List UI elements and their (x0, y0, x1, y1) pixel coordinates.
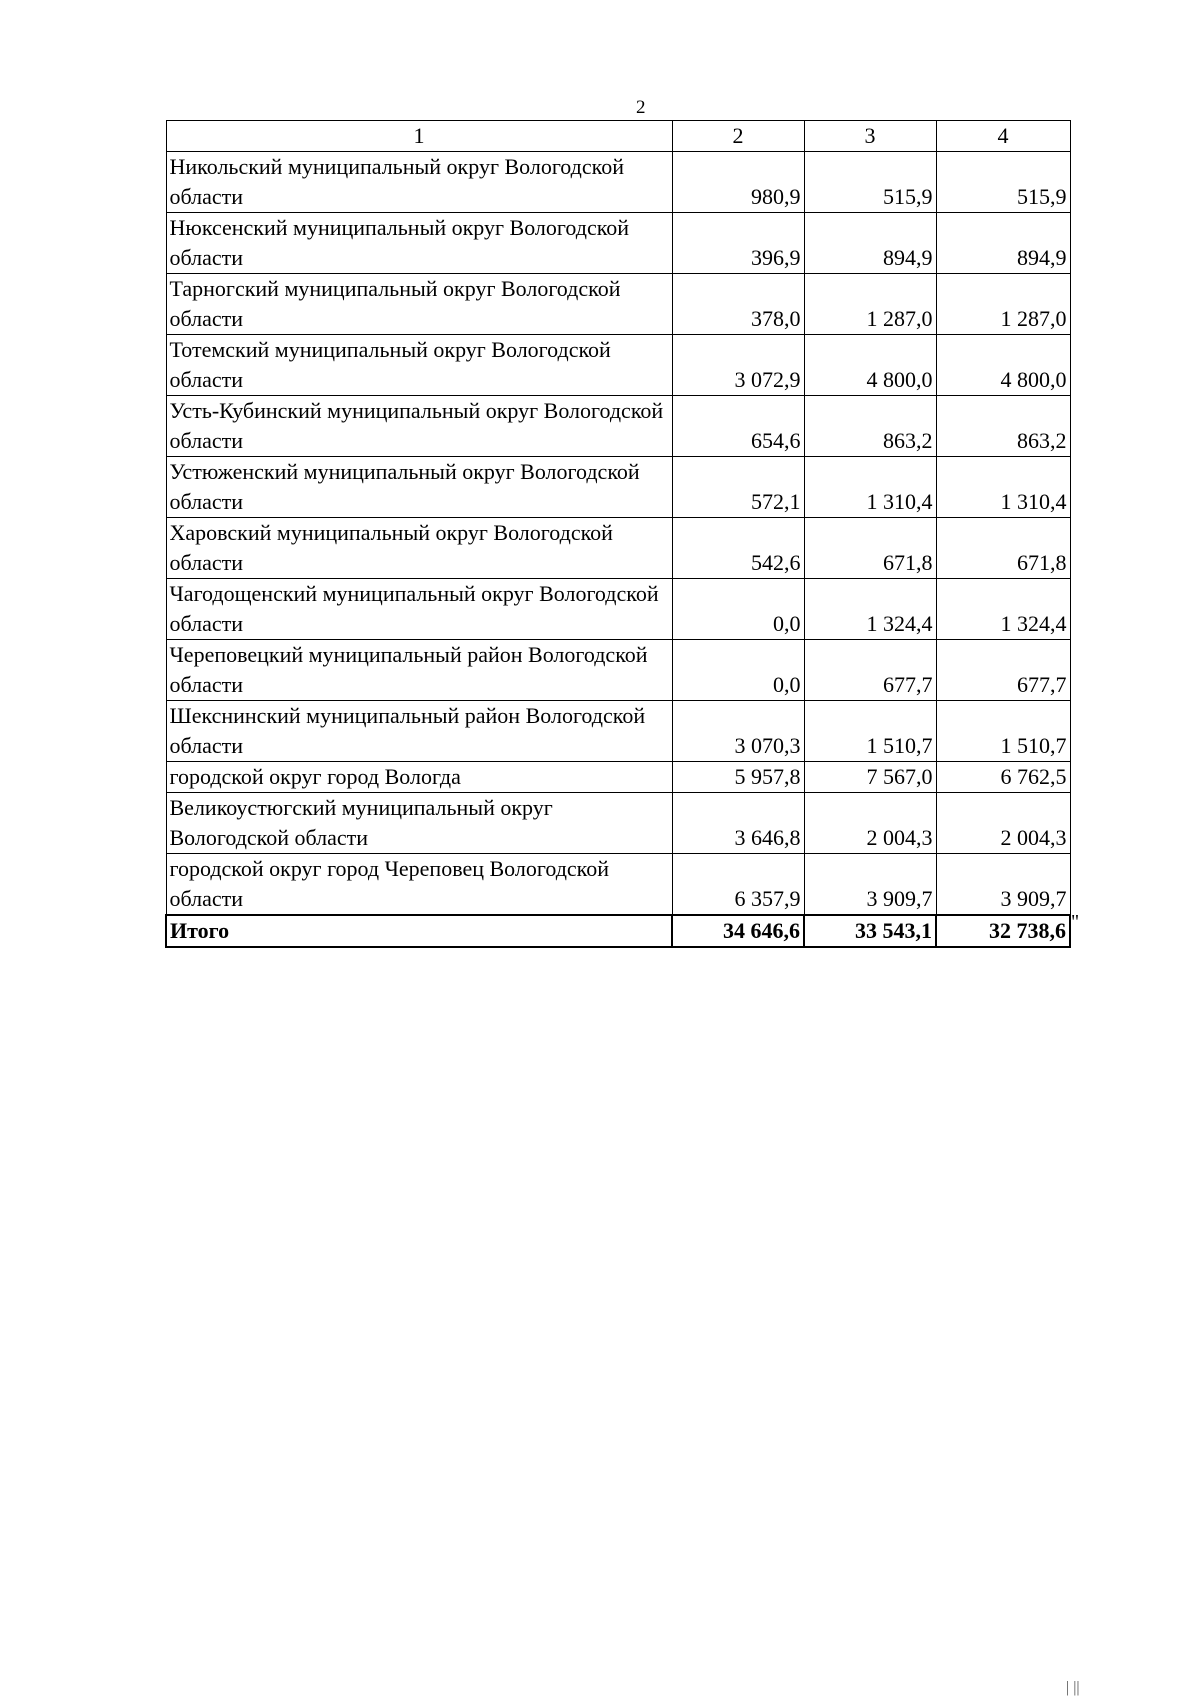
row-value-col3: 3 909,7 (804, 854, 936, 916)
row-value-col2: 3 072,9 (672, 335, 804, 396)
row-value-col2: 542,6 (672, 518, 804, 579)
row-name: Тарногский муниципальный округ Вологодской области (166, 274, 672, 335)
table-row (166, 701, 1070, 762)
row-value-col3: 2 004,3 (804, 793, 936, 854)
footer-scan-mark: | || (1066, 1679, 1080, 1696)
table-row (166, 274, 1070, 335)
row-value-col2: 5 957,8 (672, 762, 804, 793)
row-value-col4: 671,8 (936, 518, 1070, 579)
table-row (166, 457, 1070, 518)
row-value-col4: 6 762,5 (936, 762, 1070, 793)
table-row (166, 152, 1070, 213)
table-row (166, 793, 1070, 854)
row-name: Череповецкий муниципальный район Вологодской области (166, 640, 672, 701)
row-name: Харовский муниципальный округ Вологодской области (166, 518, 672, 579)
row-value-col4: 515,9 (936, 152, 1070, 213)
row-value-col2: 396,9 (672, 213, 804, 274)
row-value-col2: 0,0 (672, 579, 804, 640)
table-header-row (166, 121, 1070, 152)
table-row (166, 854, 1070, 916)
row-value-col2: 3 646,8 (672, 793, 804, 854)
row-value-col4: 3 909,7 (936, 854, 1070, 916)
header-cell-2: 2 (672, 121, 804, 152)
row-name: городской округ город Череповец Вологодской области (166, 854, 672, 916)
header-cell-3: 3 (804, 121, 936, 152)
total-value-col2: 34 646,6 (672, 915, 804, 947)
row-name: Устюженский муниципальный округ Вологодской области (166, 457, 672, 518)
table-row (166, 518, 1070, 579)
row-value-col3: 1 287,0 (804, 274, 936, 335)
row-value-col4: 1 287,0 (936, 274, 1070, 335)
row-value-col2: 572,1 (672, 457, 804, 518)
row-name: Великоустюгский муниципальный округ Вологодской области (166, 793, 672, 854)
row-value-col2: 980,9 (672, 152, 804, 213)
row-name: Чагодощенский муниципальный округ Вологодской области (166, 579, 672, 640)
table-row (166, 335, 1070, 396)
table-row (166, 762, 1070, 793)
table-row (166, 579, 1070, 640)
table-row (166, 640, 1070, 701)
row-value-col2: 6 357,9 (672, 854, 804, 916)
row-value-col3: 1 324,4 (804, 579, 936, 640)
row-name: городской округ город Вологда (166, 762, 672, 793)
row-value-col4: 894,9 (936, 213, 1070, 274)
closing-quote-mark: " (1071, 911, 1080, 933)
row-value-col3: 1 310,4 (804, 457, 936, 518)
table-total-row (166, 915, 1070, 947)
row-value-col4: 863,2 (936, 396, 1070, 457)
row-value-col4: 1 510,7 (936, 701, 1070, 762)
header-cell-1: 1 (166, 121, 672, 152)
table-row (166, 213, 1070, 274)
row-value-col3: 4 800,0 (804, 335, 936, 396)
row-value-col3: 671,8 (804, 518, 936, 579)
total-label: Итого (166, 915, 672, 947)
total-value-col4: 32 738,6 (936, 915, 1070, 947)
row-value-col3: 1 510,7 (804, 701, 936, 762)
row-value-col4: 677,7 (936, 640, 1070, 701)
row-value-col2: 3 070,3 (672, 701, 804, 762)
row-value-col3: 677,7 (804, 640, 936, 701)
page-number: 2 (636, 97, 646, 118)
row-name: Никольский муниципальный округ Вологодской области (166, 152, 672, 213)
row-value-col2: 654,6 (672, 396, 804, 457)
allocation-table (165, 120, 1071, 948)
row-value-col4: 1 310,4 (936, 457, 1070, 518)
row-name: Нюксенский муниципальный округ Вологодской области (166, 213, 672, 274)
row-name: Усть-Кубинский муниципальный округ Вологодской области (166, 396, 672, 457)
row-value-col4: 2 004,3 (936, 793, 1070, 854)
row-value-col3: 863,2 (804, 396, 936, 457)
row-value-col3: 515,9 (804, 152, 936, 213)
header-cell-4: 4 (936, 121, 1070, 152)
row-value-col3: 7 567,0 (804, 762, 936, 793)
row-value-col4: 4 800,0 (936, 335, 1070, 396)
row-value-col4: 1 324,4 (936, 579, 1070, 640)
total-value-col3: 33 543,1 (804, 915, 936, 947)
row-name: Шекснинский муниципальный район Вологодской области (166, 701, 672, 762)
row-value-col3: 894,9 (804, 213, 936, 274)
row-name: Тотемский муниципальный округ Вологодской области (166, 335, 672, 396)
row-value-col2: 378,0 (672, 274, 804, 335)
table-row (166, 396, 1070, 457)
row-value-col2: 0,0 (672, 640, 804, 701)
